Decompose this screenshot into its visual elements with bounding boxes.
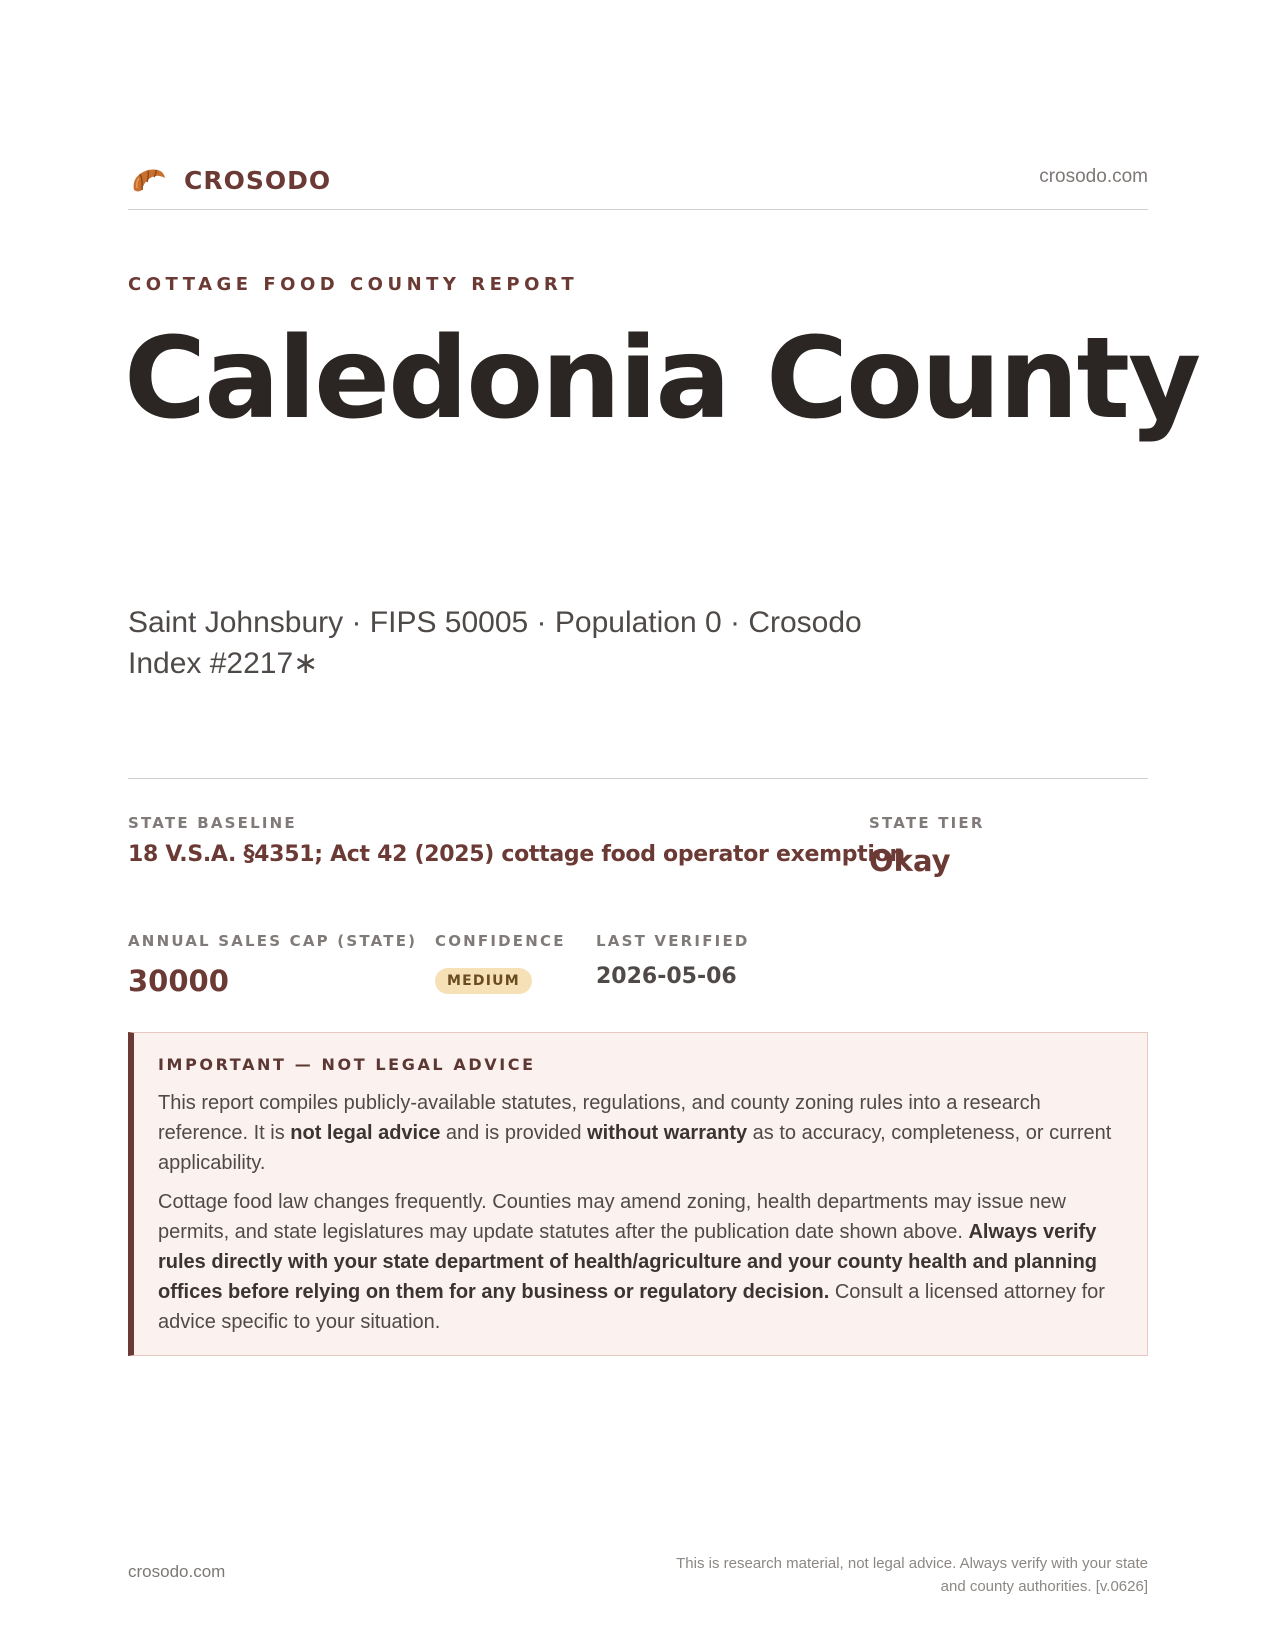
confidence-label: CONFIDENCE — [435, 932, 566, 950]
notice-text: Cottage food law changes frequently. Counties may amend zoning, health departments may issue new permits, and state legislatures may update statutes after the publication date shown above. — [158, 1191, 1066, 1243]
last-verified-value: 2026-05-06 — [596, 964, 737, 989]
notice-emphasis: not legal advice — [290, 1122, 441, 1144]
notice-emphasis: Always verify rules directly with your state department of health/agriculture and your county health and planning offices before relying on them for any business or regulatory decision. — [158, 1221, 1098, 1303]
brand-name: CROSODO — [184, 165, 332, 195]
sales-cap-label: ANNUAL SALES CAP (STATE) — [128, 932, 418, 950]
notice-emphasis: without warranty — [587, 1122, 748, 1144]
notice-paragraph-2 — [158, 1187, 1123, 1337]
last-verified-label: LAST VERIFIED — [596, 932, 750, 950]
confidence-badge: MEDIUM — [435, 968, 532, 994]
footer-url[interactable]: crosodo.com — [128, 1562, 226, 1581]
state-tier-label: STATE TIER — [869, 814, 985, 832]
site-url[interactable]: crosodo.com — [1039, 166, 1148, 187]
state-baseline-field — [128, 814, 905, 867]
last-verified-field — [596, 932, 750, 989]
confidence-field — [435, 932, 566, 994]
page-header — [128, 160, 1148, 210]
legal-notice — [128, 1032, 1148, 1356]
footer-disclaimer-line-1: This is research material, not legal advice. Always verify with your state — [676, 1555, 1148, 1572]
report-eyebrow: COTTAGE FOOD COUNTY REPORT — [128, 274, 579, 295]
notice-text: and is provided — [440, 1122, 588, 1144]
notice-text: as to accuracy, completeness, or current applicability. — [158, 1122, 1112, 1174]
notice-text: Consult a licensed attorney for advice specific to your situation. — [158, 1281, 1105, 1333]
sales-cap-value: 30000 — [128, 964, 229, 998]
state-tier-field — [869, 814, 985, 878]
croissant-icon — [128, 160, 168, 200]
notice-text: This report compiles publicly-available statutes, regulations, and county zoning rules into a research reference. It is — [158, 1092, 1041, 1144]
report-page — [124, 0, 1200, 1650]
state-baseline-label: STATE BASELINE — [128, 814, 297, 832]
notice-title: IMPORTANT — NOT LEGAL ADVICE — [158, 1055, 536, 1074]
footer-disclaimer-line-2: and county authorities. [v.0626] — [940, 1578, 1148, 1595]
brand — [128, 160, 331, 200]
notice-paragraph-1 — [158, 1088, 1123, 1178]
footer-disclaimer — [628, 1552, 1148, 1598]
page-title: Caledonia County — [124, 314, 1200, 444]
page-subtitle: Saint Johnsbury · FIPS 50005 · Population 0 · Crosodo Index #2217∗ — [128, 606, 862, 680]
section-divider — [128, 778, 1148, 779]
sales-cap-field — [128, 932, 417, 998]
state-tier-value: Okay — [869, 844, 951, 878]
state-baseline-value: 18 V.S.A. §4351; Act 42 (2025) cottage food operator exemption — [128, 842, 905, 867]
